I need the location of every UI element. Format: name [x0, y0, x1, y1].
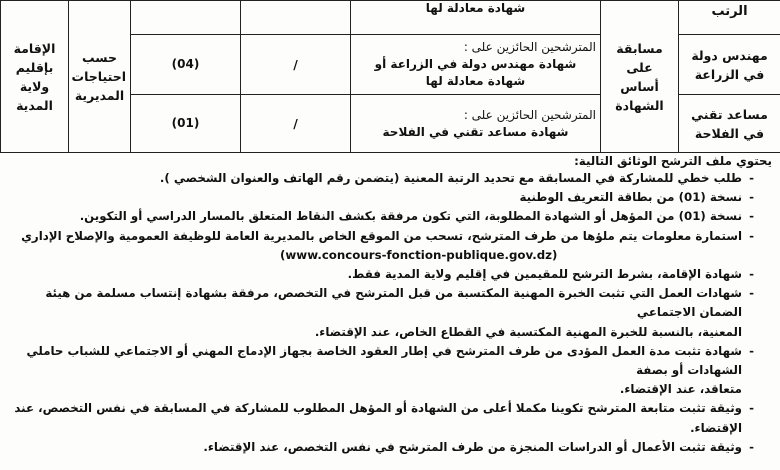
- location-cell: الإقامة بإقليم ولاية المدية: [1, 1, 69, 153]
- documents-list: [12, 169, 772, 457]
- grade-cell: مهندس دولة في الزراعة: [679, 35, 780, 95]
- list-item: - طلب خطي للمشاركة في المسابقة مع تحديد الرتبة المعنية (يتضمن رقم الهاتف والعنوان الشخصي ).: [12, 169, 772, 188]
- posts-cell: (04): [131, 35, 241, 95]
- website-url: (www.concours-fonction-publique.gov.dz): [280, 247, 558, 262]
- documents-section: [12, 154, 772, 457]
- condition-cell: [351, 35, 601, 95]
- documents-title: يحتوي ملف الترشح الوثائق التالية:: [574, 154, 772, 168]
- table-row: [1, 1, 780, 35]
- condition-line: شهادة مساعد تقني في الفلاحة: [382, 124, 569, 139]
- condition-cell: [351, 95, 601, 153]
- posts-cell: (01): [131, 95, 241, 153]
- list-item: - شهادة تثبت مدة العمل المؤدى من طرف المترشح في إطار العقود الخاصة بجهاز الإدماج المهني أو الاجتماعي للشباب حاملي الشهادات أو بصفة متعاقد، عند الإقتضاء.: [12, 342, 772, 400]
- condition-line: المترشحين الحائزين على :: [463, 107, 596, 122]
- list-item: - استمارة معلومات يتم ملؤها من طرف المترشح، تسحب من الموقع الخاص بالمديرية العامة للوظيفة العمومية والإصلاح الإداري (www.concours-fonction-publique.gov.dz): [12, 227, 772, 265]
- grade-cell: مساعد تقني في الفلاحة: [679, 95, 780, 153]
- grade-header-cell: الرتب: [679, 1, 780, 35]
- count-cell: حسب احتياجات المديرية: [69, 1, 131, 153]
- condition-cell: شهادة معادلة لها: [351, 1, 601, 35]
- method-cell: مسابقة على أساس الشهادة: [601, 1, 679, 153]
- list-item: - نسخة (01) من المؤهل أو الشهادة المطلوبة، التي تكون مرفقة بكشف النقاط المتعلق بالمسار الدراسي أو التكوين.: [12, 207, 772, 226]
- list-item: - نسخة (01) من بطاقة التعريف الوطنية: [12, 188, 772, 207]
- table-cell: [131, 1, 241, 35]
- list-item: - شهادات العمل التي تثبت الخبرة المهنية المكتسبة من قبل المترشح في التخصص، مرفقة بشهادة إنتساب مسلمة من هيئة الضمان الاجتماعي المعنية، بالنسبة للخبرة المهنية المكتسبة في القطاع الخاص، عند الإقتضاء.: [12, 284, 772, 342]
- condition-line: شهادة مهندس دولة في الزراعة أو: [374, 57, 577, 71]
- condition-line: المترشحين الحائزين على :: [463, 40, 596, 54]
- dash-cell: /: [241, 35, 351, 95]
- list-item: - وثيقة تثبت متابعة المترشح تكوينا مكملا أعلى من الشهادة أو المؤهل المطلوب للمشاركة في المسابقة في نفس التخصص، عند الإقتضاء.: [12, 399, 772, 437]
- recruitment-table: [0, 0, 780, 153]
- table-cell: [241, 1, 351, 35]
- dash-cell: /: [241, 95, 351, 153]
- list-item: - وثيقة تثبت الأعمال أو الدراسات المنجزة من طرف المترشح في نفس التخصص، عند الإقتضاء.: [12, 438, 772, 457]
- condition-line: شهادة معادلة لها: [425, 74, 526, 88]
- list-item: - شهادة الإقامة، بشرط الترشح للمقيمين في إقليم ولاية المدية فقط.: [12, 265, 772, 284]
